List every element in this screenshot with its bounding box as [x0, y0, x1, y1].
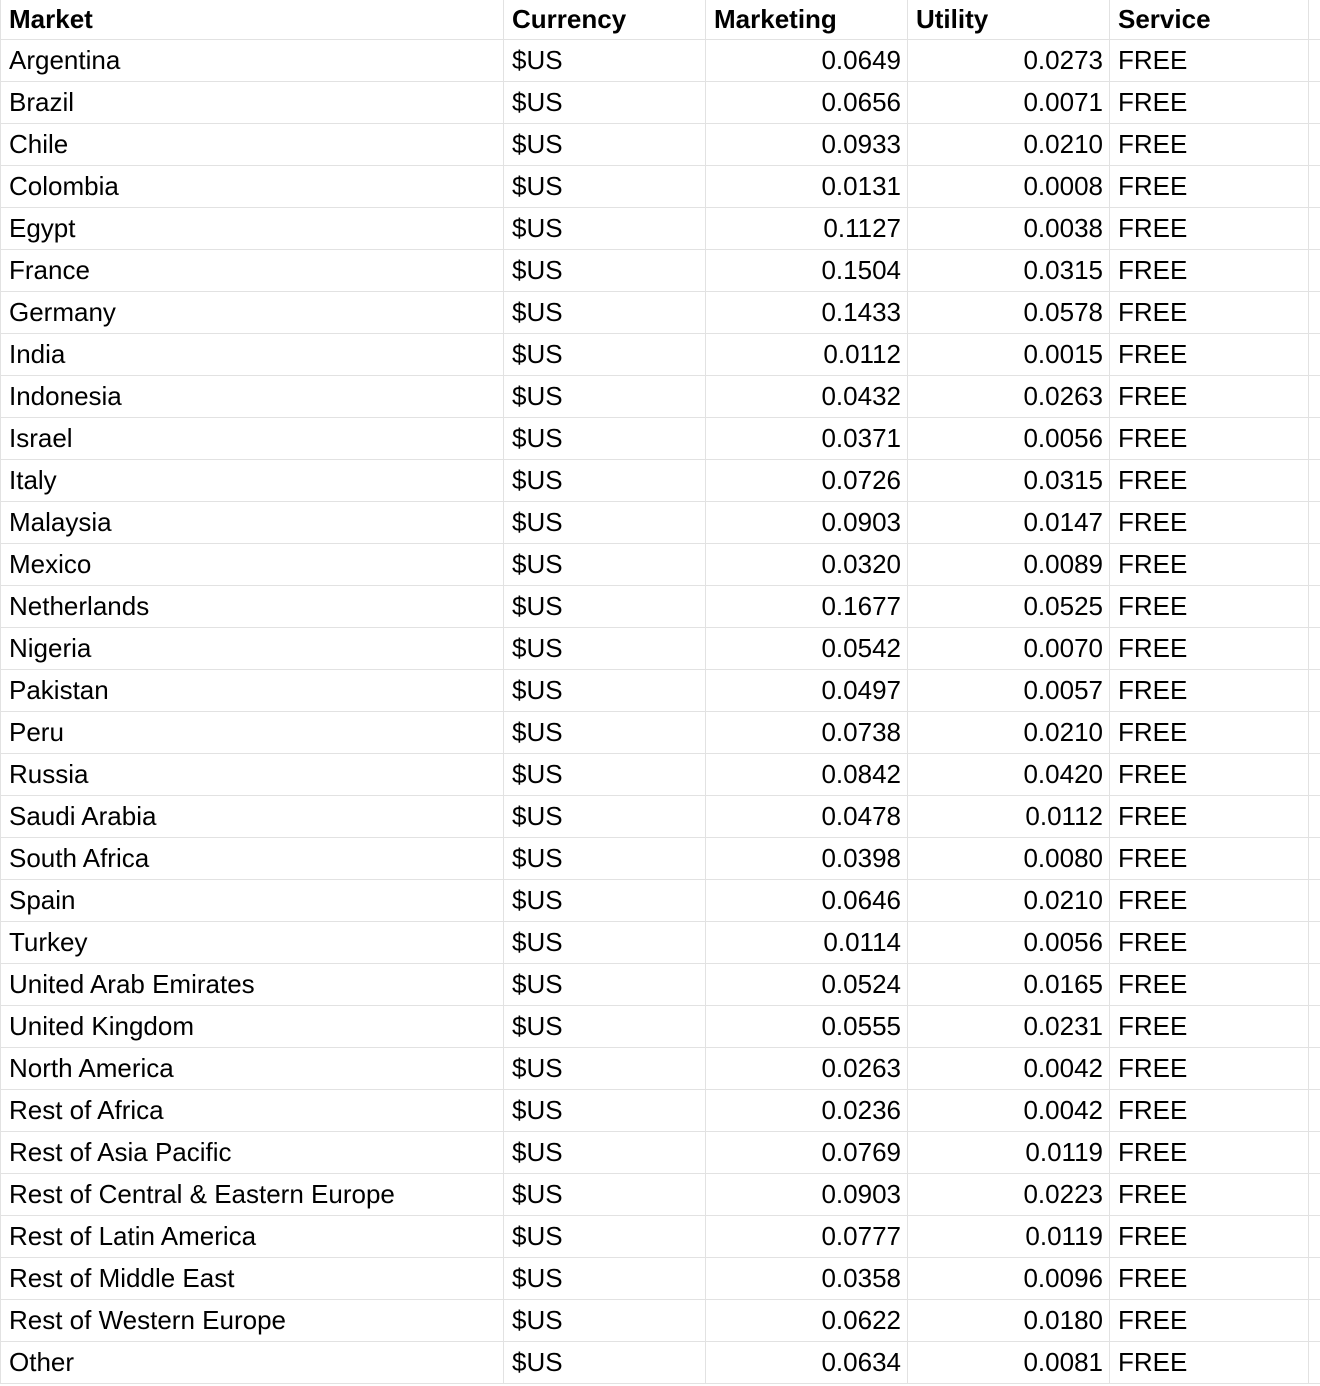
cell-market[interactable]: United Arab Emirates: [1, 964, 504, 1006]
cell-service[interactable]: FREE: [1110, 1300, 1309, 1342]
cell-marketing[interactable]: 0.0646: [706, 880, 908, 922]
cell-currency[interactable]: $US: [504, 250, 706, 292]
cell-market[interactable]: Pakistan: [1, 670, 504, 712]
cell-market[interactable]: Colombia: [1, 166, 504, 208]
cell-marketing[interactable]: 0.0726: [706, 460, 908, 502]
cell-market[interactable]: India: [1, 334, 504, 376]
empty-cell[interactable]: [1309, 754, 1320, 796]
cell-utility[interactable]: 0.0119: [908, 1132, 1110, 1174]
table-row: [1, 1090, 1320, 1132]
cell-service[interactable]: FREE: [1110, 502, 1309, 544]
cell-service[interactable]: FREE: [1110, 922, 1309, 964]
table-row: [1, 544, 1320, 586]
cell-market[interactable]: Russia: [1, 754, 504, 796]
cell-market[interactable]: Rest of Central & Eastern Europe: [1, 1174, 504, 1216]
cell-utility[interactable]: 0.0210: [908, 880, 1110, 922]
cell-utility[interactable]: 0.0223: [908, 1174, 1110, 1216]
table-row: [1, 82, 1320, 124]
cell-currency[interactable]: $US: [504, 1258, 706, 1300]
cell-currency[interactable]: $US: [504, 334, 706, 376]
cell-marketing[interactable]: 0.0769: [706, 1132, 908, 1174]
cell-currency[interactable]: $US: [504, 82, 706, 124]
cell-marketing[interactable]: 0.0622: [706, 1300, 908, 1342]
empty-cell[interactable]: [1309, 712, 1320, 754]
cell-market[interactable]: Rest of Africa: [1, 1090, 504, 1132]
cell-market[interactable]: Rest of Latin America: [1, 1216, 504, 1258]
table-row: [1, 502, 1320, 544]
empty-cell[interactable]: [1309, 964, 1320, 1006]
cell-currency[interactable]: $US: [504, 880, 706, 922]
empty-cell[interactable]: [1309, 1006, 1320, 1048]
cell-marketing[interactable]: 0.0236: [706, 1090, 908, 1132]
table-row: [1, 586, 1320, 628]
cell-service[interactable]: FREE: [1110, 544, 1309, 586]
cell-service[interactable]: FREE: [1110, 796, 1309, 838]
cell-marketing[interactable]: 0.1127: [706, 208, 908, 250]
cell-currency[interactable]: $US: [504, 1006, 706, 1048]
cell-currency[interactable]: $US: [504, 1300, 706, 1342]
cell-service[interactable]: FREE: [1110, 166, 1309, 208]
cell-utility[interactable]: 0.0578: [908, 292, 1110, 334]
header-cell-marketing[interactable]: Marketing: [706, 0, 908, 40]
cell-utility[interactable]: 0.0273: [908, 40, 1110, 82]
cell-marketing[interactable]: 0.0555: [706, 1006, 908, 1048]
cell-marketing[interactable]: 0.1504: [706, 250, 908, 292]
empty-cell[interactable]: [1309, 1258, 1320, 1300]
cell-marketing[interactable]: 0.0358: [706, 1258, 908, 1300]
cell-market[interactable]: Other: [1, 1342, 504, 1384]
cell-currency[interactable]: $US: [504, 292, 706, 334]
cell-currency[interactable]: $US: [504, 1132, 706, 1174]
cell-marketing[interactable]: 0.0432: [706, 376, 908, 418]
cell-market[interactable]: Indonesia: [1, 376, 504, 418]
cell-market[interactable]: Rest of Middle East: [1, 1258, 504, 1300]
cell-marketing[interactable]: 0.1677: [706, 586, 908, 628]
cell-currency[interactable]: $US: [504, 544, 706, 586]
cell-currency[interactable]: $US: [504, 670, 706, 712]
empty-cell[interactable]: [1309, 460, 1320, 502]
cell-service[interactable]: FREE: [1110, 82, 1309, 124]
cell-market[interactable]: United Kingdom: [1, 1006, 504, 1048]
cell-currency[interactable]: $US: [504, 1174, 706, 1216]
empty-cell[interactable]: [1309, 544, 1320, 586]
empty-cell[interactable]: [1309, 166, 1320, 208]
cell-utility[interactable]: 0.0096: [908, 1258, 1110, 1300]
cell-service[interactable]: FREE: [1110, 586, 1309, 628]
cell-service[interactable]: FREE: [1110, 1132, 1309, 1174]
table-row: [1, 292, 1320, 334]
empty-cell[interactable]: [1309, 418, 1320, 460]
cell-utility[interactable]: 0.0015: [908, 334, 1110, 376]
cell-currency[interactable]: $US: [504, 712, 706, 754]
empty-cell[interactable]: [1309, 670, 1320, 712]
table-row: [1, 208, 1320, 250]
header-cell-service[interactable]: Service: [1110, 0, 1309, 40]
cell-currency[interactable]: $US: [504, 1342, 706, 1384]
cell-currency[interactable]: $US: [504, 922, 706, 964]
cell-utility[interactable]: 0.0070: [908, 628, 1110, 670]
cell-marketing[interactable]: 0.0478: [706, 796, 908, 838]
cell-utility[interactable]: 0.0057: [908, 670, 1110, 712]
cell-market[interactable]: Netherlands: [1, 586, 504, 628]
cell-market[interactable]: Rest of Asia Pacific: [1, 1132, 504, 1174]
table-row: [1, 670, 1320, 712]
table-row: [1, 922, 1320, 964]
cell-marketing[interactable]: 0.0649: [706, 40, 908, 82]
cell-market[interactable]: Italy: [1, 460, 504, 502]
cell-service[interactable]: FREE: [1110, 628, 1309, 670]
table-row: [1, 124, 1320, 166]
cell-marketing[interactable]: 0.0114: [706, 922, 908, 964]
empty-cell[interactable]: [1309, 0, 1320, 40]
cell-utility[interactable]: 0.0042: [908, 1090, 1110, 1132]
cell-utility[interactable]: 0.0056: [908, 922, 1110, 964]
empty-cell[interactable]: [1309, 124, 1320, 166]
cell-currency[interactable]: $US: [504, 796, 706, 838]
empty-cell[interactable]: [1309, 334, 1320, 376]
table-row: [1, 1342, 1320, 1384]
cell-service[interactable]: FREE: [1110, 1006, 1309, 1048]
cell-currency[interactable]: $US: [504, 40, 706, 82]
cell-market[interactable]: Egypt: [1, 208, 504, 250]
cell-currency[interactable]: $US: [504, 208, 706, 250]
table-row: [1, 250, 1320, 292]
table-row: [1, 376, 1320, 418]
cell-currency[interactable]: $US: [504, 166, 706, 208]
cell-marketing[interactable]: 0.0933: [706, 124, 908, 166]
table-row: [1, 40, 1320, 82]
cell-market[interactable]: Brazil: [1, 82, 504, 124]
cell-market[interactable]: Argentina: [1, 40, 504, 82]
cell-utility[interactable]: 0.0038: [908, 208, 1110, 250]
cell-service[interactable]: FREE: [1110, 418, 1309, 460]
cell-service[interactable]: FREE: [1110, 838, 1309, 880]
cell-marketing[interactable]: 0.0371: [706, 418, 908, 460]
cell-utility[interactable]: 0.0080: [908, 838, 1110, 880]
empty-cell[interactable]: [1309, 502, 1320, 544]
cell-utility[interactable]: 0.0042: [908, 1048, 1110, 1090]
cell-utility[interactable]: 0.0071: [908, 82, 1110, 124]
cell-market[interactable]: Rest of Western Europe: [1, 1300, 504, 1342]
table-row: [1, 1006, 1320, 1048]
table-row: [1, 166, 1320, 208]
cell-marketing[interactable]: 0.0903: [706, 1174, 908, 1216]
cell-utility[interactable]: 0.0056: [908, 418, 1110, 460]
cell-utility[interactable]: 0.0210: [908, 124, 1110, 166]
cell-market[interactable]: South Africa: [1, 838, 504, 880]
table-row: [1, 796, 1320, 838]
cell-service[interactable]: FREE: [1110, 208, 1309, 250]
cell-service[interactable]: FREE: [1110, 292, 1309, 334]
cell-marketing[interactable]: 0.0497: [706, 670, 908, 712]
cell-market[interactable]: Peru: [1, 712, 504, 754]
cell-currency[interactable]: $US: [504, 376, 706, 418]
empty-cell[interactable]: [1309, 1342, 1320, 1384]
cell-marketing[interactable]: 0.0542: [706, 628, 908, 670]
table-row: [1, 1300, 1320, 1342]
cell-marketing[interactable]: 0.0398: [706, 838, 908, 880]
cell-currency[interactable]: $US: [504, 586, 706, 628]
cell-currency[interactable]: $US: [504, 1090, 706, 1132]
empty-cell[interactable]: [1309, 922, 1320, 964]
header-cell-currency[interactable]: Currency: [504, 0, 706, 40]
cell-market[interactable]: Saudi Arabia: [1, 796, 504, 838]
cell-utility[interactable]: 0.0081: [908, 1342, 1110, 1384]
cell-utility[interactable]: 0.0119: [908, 1216, 1110, 1258]
table-row: [1, 460, 1320, 502]
cell-utility[interactable]: 0.0112: [908, 796, 1110, 838]
cell-service[interactable]: FREE: [1110, 754, 1309, 796]
empty-cell[interactable]: [1309, 1300, 1320, 1342]
table-row: [1, 1258, 1320, 1300]
cell-marketing[interactable]: 0.0131: [706, 166, 908, 208]
empty-cell[interactable]: [1309, 1048, 1320, 1090]
empty-cell[interactable]: [1309, 376, 1320, 418]
cell-service[interactable]: FREE: [1110, 376, 1309, 418]
cell-marketing[interactable]: 0.0777: [706, 1216, 908, 1258]
cell-utility[interactable]: 0.0180: [908, 1300, 1110, 1342]
empty-cell[interactable]: [1309, 250, 1320, 292]
cell-currency[interactable]: $US: [504, 754, 706, 796]
empty-cell[interactable]: [1309, 586, 1320, 628]
cell-market[interactable]: Spain: [1, 880, 504, 922]
table-body: [1, 40, 1320, 1384]
cell-service[interactable]: FREE: [1110, 880, 1309, 922]
table-row: [1, 628, 1320, 670]
cell-marketing[interactable]: 0.0738: [706, 712, 908, 754]
cell-service[interactable]: FREE: [1110, 1342, 1309, 1384]
cell-utility[interactable]: 0.0008: [908, 166, 1110, 208]
header-cell-market[interactable]: Market: [1, 0, 504, 40]
cell-marketing[interactable]: 0.0263: [706, 1048, 908, 1090]
cell-marketing[interactable]: 0.0634: [706, 1342, 908, 1384]
cell-currency[interactable]: $US: [504, 838, 706, 880]
cell-currency[interactable]: $US: [504, 628, 706, 670]
empty-cell[interactable]: [1309, 208, 1320, 250]
cell-utility[interactable]: 0.0263: [908, 376, 1110, 418]
header-cell-utility[interactable]: Utility: [908, 0, 1110, 40]
empty-cell[interactable]: [1309, 880, 1320, 922]
empty-cell[interactable]: [1309, 1216, 1320, 1258]
cell-currency[interactable]: $US: [504, 1048, 706, 1090]
table-row: [1, 418, 1320, 460]
cell-market[interactable]: Mexico: [1, 544, 504, 586]
cell-marketing[interactable]: 0.0656: [706, 82, 908, 124]
cell-currency[interactable]: $US: [504, 460, 706, 502]
empty-cell[interactable]: [1309, 796, 1320, 838]
cell-utility[interactable]: 0.0315: [908, 250, 1110, 292]
table-row: [1, 1048, 1320, 1090]
cell-utility[interactable]: 0.0165: [908, 964, 1110, 1006]
table-row: [1, 754, 1320, 796]
cell-market[interactable]: Chile: [1, 124, 504, 166]
cell-market[interactable]: North America: [1, 1048, 504, 1090]
cell-utility[interactable]: 0.0089: [908, 544, 1110, 586]
cell-service[interactable]: FREE: [1110, 124, 1309, 166]
cell-service[interactable]: FREE: [1110, 1090, 1309, 1132]
empty-cell[interactable]: [1309, 82, 1320, 124]
cell-market[interactable]: Malaysia: [1, 502, 504, 544]
cell-currency[interactable]: $US: [504, 1216, 706, 1258]
table-row: [1, 1174, 1320, 1216]
cell-marketing[interactable]: 0.0320: [706, 544, 908, 586]
cell-utility[interactable]: 0.0420: [908, 754, 1110, 796]
cell-marketing[interactable]: 0.0524: [706, 964, 908, 1006]
cell-marketing[interactable]: 0.1433: [706, 292, 908, 334]
empty-cell[interactable]: [1309, 628, 1320, 670]
cell-marketing[interactable]: 0.0112: [706, 334, 908, 376]
cell-utility[interactable]: 0.0525: [908, 586, 1110, 628]
cell-service[interactable]: FREE: [1110, 964, 1309, 1006]
empty-cell[interactable]: [1309, 1090, 1320, 1132]
cell-service[interactable]: FREE: [1110, 334, 1309, 376]
cell-utility[interactable]: 0.0231: [908, 1006, 1110, 1048]
cell-marketing[interactable]: 0.0903: [706, 502, 908, 544]
cell-service[interactable]: FREE: [1110, 1048, 1309, 1090]
cell-currency[interactable]: $US: [504, 124, 706, 166]
cell-marketing[interactable]: 0.0842: [706, 754, 908, 796]
empty-cell[interactable]: [1309, 40, 1320, 82]
cell-market[interactable]: Germany: [1, 292, 504, 334]
table-row: [1, 334, 1320, 376]
cell-utility[interactable]: 0.0147: [908, 502, 1110, 544]
cell-market[interactable]: Turkey: [1, 922, 504, 964]
empty-cell[interactable]: [1309, 838, 1320, 880]
cell-utility[interactable]: 0.0315: [908, 460, 1110, 502]
cell-market[interactable]: Nigeria: [1, 628, 504, 670]
table-row: [1, 880, 1320, 922]
cell-service[interactable]: FREE: [1110, 250, 1309, 292]
cell-utility[interactable]: 0.0210: [908, 712, 1110, 754]
cell-service[interactable]: FREE: [1110, 670, 1309, 712]
cell-service[interactable]: FREE: [1110, 1216, 1309, 1258]
table-row: [1, 838, 1320, 880]
cell-currency[interactable]: $US: [504, 964, 706, 1006]
empty-cell[interactable]: [1309, 292, 1320, 334]
cell-market[interactable]: France: [1, 250, 504, 292]
empty-cell[interactable]: [1309, 1174, 1320, 1216]
header-row: [1, 0, 1320, 40]
table-row: [1, 964, 1320, 1006]
cell-currency[interactable]: $US: [504, 418, 706, 460]
table-row: [1, 1216, 1320, 1258]
cell-service[interactable]: FREE: [1110, 40, 1309, 82]
empty-cell[interactable]: [1309, 1132, 1320, 1174]
cell-service[interactable]: FREE: [1110, 1174, 1309, 1216]
cell-service[interactable]: FREE: [1110, 460, 1309, 502]
cell-currency[interactable]: $US: [504, 502, 706, 544]
table-row: [1, 712, 1320, 754]
cell-service[interactable]: FREE: [1110, 712, 1309, 754]
cell-service[interactable]: FREE: [1110, 1258, 1309, 1300]
table-row: [1, 1132, 1320, 1174]
cell-market[interactable]: Israel: [1, 418, 504, 460]
